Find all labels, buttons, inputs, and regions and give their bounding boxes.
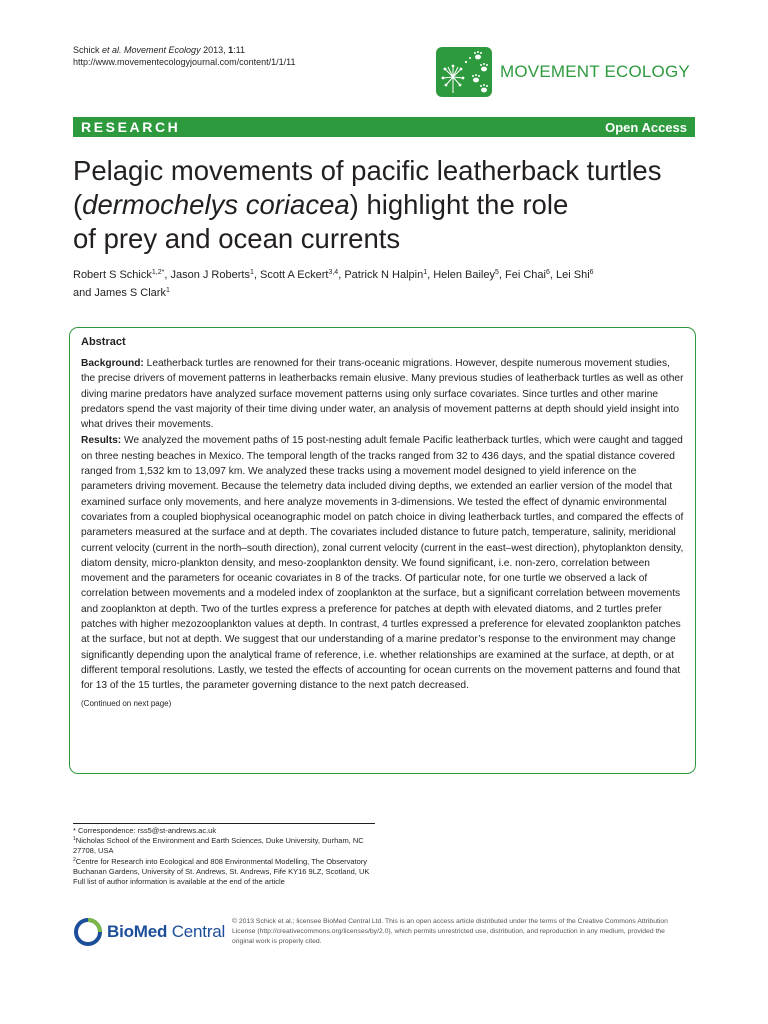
author[interactable]: James S Clark$^1$ xyxy=(94,287,170,299)
article-type-banner xyxy=(73,117,695,137)
citation-journal: Movement Ecology xyxy=(121,45,201,55)
citation-year: 2013, xyxy=(200,45,229,55)
dandelion-pawprints-icon xyxy=(436,47,492,97)
abstract-background xyxy=(81,356,685,432)
author[interactable]: Jason J Roberts$^1$ xyxy=(170,269,254,281)
author[interactable]: Helen Bailey$^5$ xyxy=(433,269,499,281)
abstract-box xyxy=(69,327,696,774)
citation-header xyxy=(73,44,295,68)
footnote-divider xyxy=(73,823,375,824)
article-title xyxy=(73,154,703,256)
affiliation-1: $^1$Nicholas School of the Environment and Earth Sciences, Duke University, Durham, NC 27708, USA xyxy=(73,836,364,856)
author[interactable]: Patrick N Halpin$^1$ xyxy=(344,269,428,281)
abstract-heading: Abstract xyxy=(81,336,126,348)
footnotes xyxy=(73,826,383,887)
biomed-circle-icon xyxy=(73,917,103,947)
article-type: RESEARCH xyxy=(81,119,181,135)
publisher-logo xyxy=(73,917,225,947)
affiliation-2: $^2$Centre for Research into Ecological and 808 Environmental Modelling, The Observatory Buchanan Gardens, University of St. Andrews, St. Andrews, Fife KY16 9LZ, Scotland, UK xyxy=(73,856,370,876)
article-url[interactable]: http://www.movementecologyjournal.com/content/1/1/11 xyxy=(73,57,296,67)
journal-name: MOVEMENT ECOLOGY xyxy=(500,62,690,81)
background-text: Leatherback turtles are renowned for their trans-oceanic migrations. However, despite numerous movement studies, the precise drivers of movement patterns in leatherbacks remain elusive. Many previous studies of leatherback turtles as well as other diving marine predators have analyzed surface movement patterns using only surface covariates. Since turtles and other marine predators spend the vast majority of their time diving under water, an analysis of movement patterns at depth should yield insight into what drives their movements. xyxy=(81,358,684,431)
title-part-3: of prey and ocean currents xyxy=(73,223,401,254)
citation-volume: 1 xyxy=(228,45,234,55)
open-access-label: Open Access xyxy=(605,119,687,135)
citation-authors: Schick xyxy=(73,45,103,55)
author[interactable]: Fei Chai$^6$ xyxy=(505,269,550,281)
author[interactable]: Robert S Schick$^{1,2*}$ xyxy=(73,269,165,281)
results-text: We analyzed the movement paths of 15 post-nesting adult female Pacific leatherback turtles, which were caught and tagged on three nesting beaches in Mexico. The temporal length of the tracks ranged from 32 to 436 days, and the spatial distance covered ranged from 1,532 km to 13,097 km. We analyzed these tracks using a movement model designed to yield inference on the parameters driving movement. Because the telemetry data included diving depths, we extended an earlier version of the model that examined surface only movements, and here analyze movements in 3-dimensions. We tested the effect of dynamic environmental covariates from a coupled biophysical oceanographic model on patch choice in diving leatherback turtles, and compared the effects of parameters measured at the surface and at depth. The covariates included distance to future patch, temperature, salinity, meridional current velocity (current in the north–south direction), zonal current velocity (current in the east–west direction), phytoplankton density, diatom density, micro-plankton density, and meso-zooplankton density. We found significant, i.e. non-zero, correlation between movement and the parameters for oceanic covariates in 8 of the tracks. Of particular note, for one turtle we observed a lack of correlation between movements and a modeled index of zooplankton at the surface, but a significant correlation between movements and zooplankton at depth. Two of the turtles express a preference for patches at depth with elevated diatoms, and 2 turtles prefer patches with higher mezozooplankton values at depth. In contrast, 4 turtles expressed a preference for elevated zooplankton patches at the surface, but not at depth. We suggest that our understanding of a marine predator’s response to the environment may change significantly depending upon the analytical frame of reference, i.e. whether relationships are examined at the surface, at depth, or at different temporal resolutions. Lastly, we tested the effects of accounting for ocean currents on the movement patterns and found that for 13 of the 15 turtles, the parameter governing distance to the next patch decreased. xyxy=(81,435,684,692)
abstract-results xyxy=(81,433,685,693)
continued-note: (Continued on next page) xyxy=(81,698,172,708)
title-paren: ( xyxy=(73,189,83,220)
title-species: dermochelys coriacea xyxy=(82,189,350,220)
author[interactable]: Scott A Eckert$^{3,4}$ xyxy=(259,269,339,281)
title-part-2: ) highlight the role xyxy=(349,189,569,220)
author[interactable]: Lei Shi$^6$ xyxy=(556,269,594,281)
citation-line xyxy=(73,44,295,56)
author-list: Robert S Schick$^{1,2*}$, Jason J Roberts$^1$, Scott A Eckert$^{3,4}$, Patrick N Halpin$^1$, Helen Bailey$^5$, Fei Chai$^6$, Lei Shi$^6$ and James S Clark$^1$ xyxy=(73,269,594,299)
correspondence[interactable]: * Correspondence: rss5@st-andrews.ac.uk xyxy=(73,826,217,835)
citation-article: :11 xyxy=(233,45,245,55)
journal-logo xyxy=(436,47,690,97)
author-conjunction: and xyxy=(73,287,95,299)
author-info-note: Full list of author information is available at the end of the article xyxy=(73,877,285,887)
results-label: Results: xyxy=(81,435,122,447)
citation-et-al: et al. xyxy=(102,45,122,55)
license-statement: © 2013 Schick et al.; licensee BioMed Central Ltd. This is an open access article distributed under the terms of the Creative Commons Attribution License (http://creativecommons.org/licenses/by/2.0), which permits unrestricted use, distribution, and reproduction in any medium, provided the original work is properly cited. xyxy=(232,918,668,945)
background-label: Background: xyxy=(81,358,144,369)
publisher-name: BioMed Central xyxy=(107,922,226,941)
title-part-1: Pelagic movements of pacific leatherback turtles xyxy=(73,155,662,186)
